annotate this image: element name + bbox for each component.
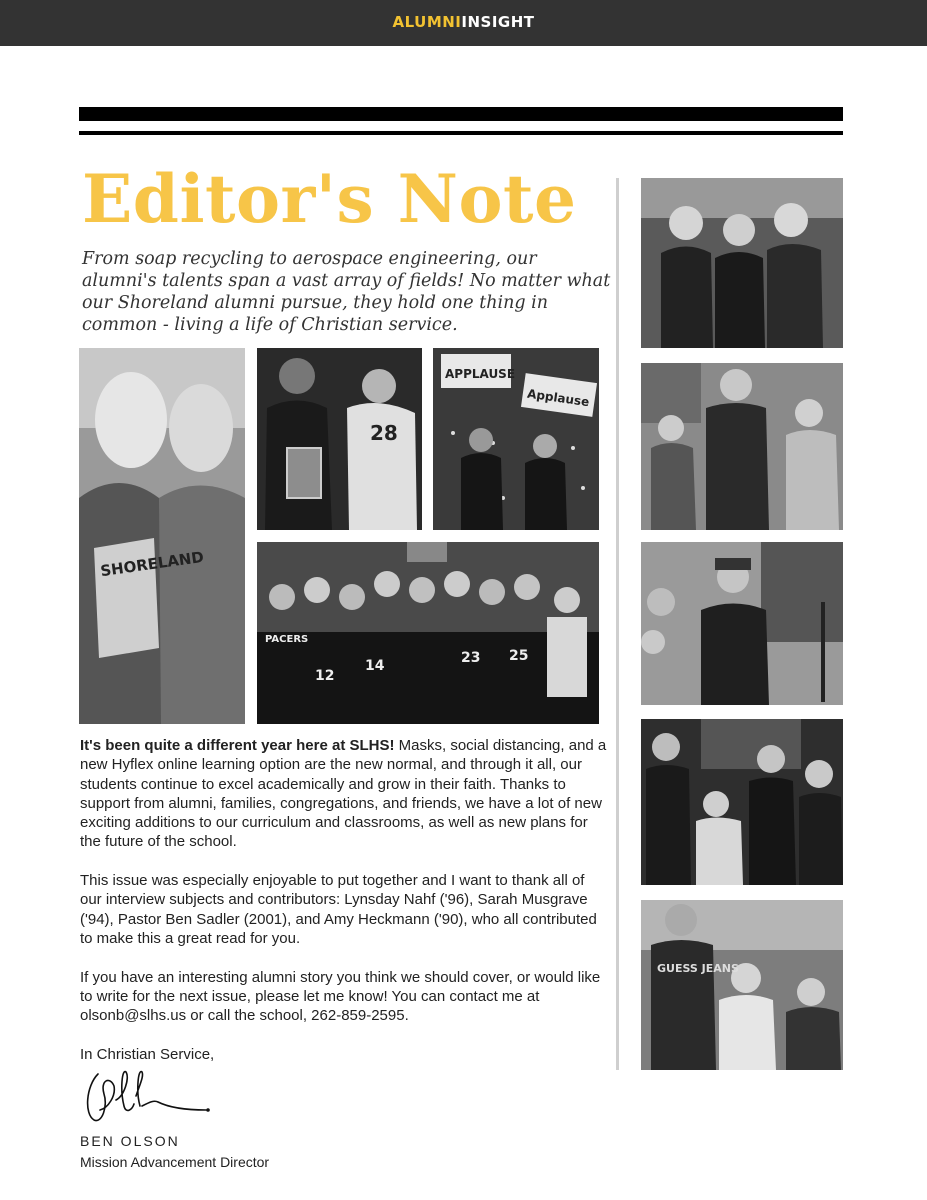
- article-body: [80, 736, 610, 1083]
- closing-line: In Christian Service,: [80, 1045, 215, 1063]
- photo-basketball-team-art: [257, 542, 599, 724]
- photo-basketball-team: [257, 542, 599, 724]
- photo-stage-performer-art: [641, 542, 843, 705]
- paragraph-1-rest: Masks, social distancing, and a new Hyflex online learning option are the new normal, and through it all, our students continue to excel academically and grow in their faith. Thanks to support from alumni, families, congregations, and friends, we have a lot of new exciting additions to our curriculum and classrooms, as well as new plans for the future of the school.: [80, 737, 607, 851]
- signer-title: Mission Advancement Director: [80, 1154, 270, 1170]
- photo-teacher-students: [641, 363, 843, 530]
- header-rule-thick: [79, 107, 843, 121]
- photo-applause-cheer: [433, 348, 599, 530]
- shirt-pacers-text: PACERS: [265, 634, 309, 645]
- signature-scribble: [80, 1066, 220, 1128]
- column-divider: [616, 178, 619, 1070]
- brand-part-alumni: ALUMNI: [392, 13, 462, 31]
- jersey-14-text: 14: [365, 658, 385, 674]
- paragraph-2: This issue was especially enjoyable to put together and I want to thank all of our interview subjects and contributors: Lynsday Nahf ('96), Sarah Musgrave ('94), Pastor Ben Sadler (2001), and Amy Heckmann ('90), who all contributed to make this a great read for you.: [80, 872, 597, 947]
- photo-teacher-students-art: [641, 363, 843, 530]
- paragraph-3: If you have an interesting alumni story you think we should cover, or would like to write for the next issue, please let me know! You can contact me at olsonb@slhs.us or call the school, 262-859-2595.: [80, 968, 601, 1025]
- shirt-shoreland-text: SHORELAND: [99, 547, 205, 581]
- sign-applause-2-text: Applause: [526, 386, 591, 410]
- jersey-23-text: 23: [461, 650, 481, 666]
- header-rule-thin: [79, 131, 843, 135]
- signature-image: [80, 1066, 220, 1128]
- brand-logo: [393, 13, 535, 31]
- photo-outdoor-friends: [641, 900, 843, 1070]
- photo-football-players: [257, 348, 422, 530]
- brand-part-insight: INSIGHT: [461, 13, 535, 31]
- paragraph-1: [80, 736, 610, 852]
- photo-three-girls-art: [641, 178, 843, 348]
- photo-three-girls: [641, 178, 843, 348]
- photo-two-girls-art: [79, 348, 245, 724]
- photo-football-players-art: [257, 348, 422, 530]
- photo-library-group-art: [641, 719, 843, 885]
- photo-stage-performer: [641, 542, 843, 705]
- photo-two-girls: [79, 348, 245, 724]
- sign-applause-1-text: APPLAUSE: [445, 367, 516, 381]
- jersey-25-text: 25: [509, 648, 529, 664]
- page-subtitle: From soap recycling to aerospace engineering, our alumni's talents span a vast array of fields! No matter what our Shoreland alumni pursue, they hold one thing in common - living a life of Christian service.: [82, 249, 611, 335]
- photo-library-group: [641, 719, 843, 885]
- page-title: Editor's Note: [82, 160, 577, 238]
- shirt-guess-text: GUESS JEANS: [657, 962, 739, 975]
- signer-name: BEN OLSON: [80, 1133, 180, 1149]
- jersey-12-text: 12: [315, 668, 335, 684]
- photo-applause-cheer-art: [433, 348, 599, 530]
- jersey-28-text: 28: [370, 421, 398, 445]
- paragraph-1-lead: It's been quite a different year here at SLHS!: [80, 737, 395, 754]
- top-bar: [0, 0, 927, 46]
- photo-outdoor-friends-art: [641, 900, 843, 1070]
